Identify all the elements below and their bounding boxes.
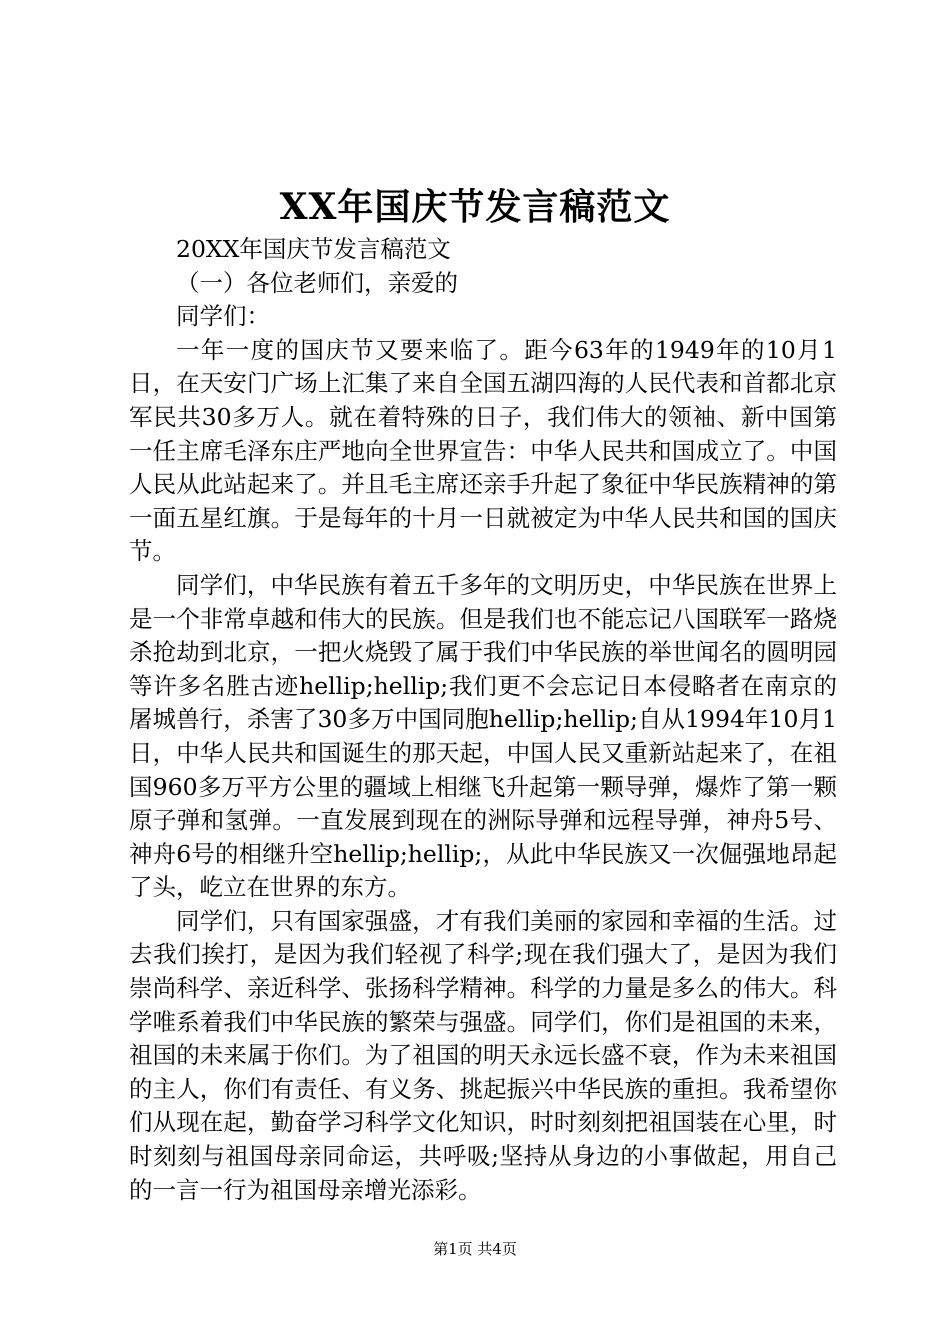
paragraph-body-3: 同学们，只有国家强盛，才有我们美丽的家园和幸福的生活。过去我们挨打，是因为我们轻视了科学;现在我们强大了，是因为我们崇尚科学、亲近科学、张扬科学精神。科学的力量是多么的伟大。科学唯系着我们中华民族的繁荣与强盛。同学们，你们是祖国的未来，祖国的未来属于你们。为了祖国的明天永远长盛不衰，作为未来祖国的主人，你们有责任、有义务、挑起振兴中华民族的重担。我希望你们从现在起，勤奋学习科学文化知识，时时刻刻把祖国装在心里，时时刻刻与祖国母亲同命运，共呼吸;坚持从身边的小事做起，用自己的一言一行为祖国母亲增光添彩。 — [129, 906, 837, 1204]
paragraph-body-1: 一年一度的国庆节又要来临了。距今63年的1949年的10月1日，在天安门广场上汇集了来自全国五湖四海的人民代表和首都北京军民共30多万人。就在着特殊的日子，我们伟大的领袖、新中国第一任主席毛泽东庄严地向全世界宣告：中华人民共和国成立了。中国人民从此站起来了。并且毛主席还亲手升起了象征中华民族精神的第一面五星红旗。于是每年的十月一日就被定为中华人民共和国的国庆节。 — [129, 335, 837, 566]
document-body — [129, 233, 837, 1207]
page-footer: 第1页 共4页 — [433, 1240, 517, 1258]
paragraph-greeting-cont: 同学们： — [176, 302, 270, 331]
paragraph-subtitle: 20XX年国庆节发言稿范文 — [176, 235, 451, 263]
document-title: XX年国庆节发言稿范文 — [279, 186, 671, 228]
paragraph-greeting: （一）各位老师们，亲爱的 — [176, 268, 458, 297]
paragraph-body-2: 同学们，中华民族有着五千多年的文明历史，中华民族在世界上是一个非常卓越和伟大的民族。但是我们也不能忘记八国联军一路烧杀抢劫到北京，一把火烧毁了属于我们中华民族的举世闻名的圆明园等许多名胜古迹hellip;hellip;我们更不会忘记日本侵略者在南京的屠城兽行，杀害了30多万中国同胞hellip;hellip;自从1994年10月1日，中华人民共和国诞生的那天起，中国人民又重新站起来了，在祖国960多万平方公里的疆域上相继飞升起第一颗导弹，爆炸了第一颗原子弹和氢弹。一直发展到现在的洲际导弹和远程导弹，神舟5号、神舟6号的相继升空hellip;hellip;，从此中华民族又一次倔强地昂起了头，屹立在世界的东方。 — [129, 570, 837, 902]
